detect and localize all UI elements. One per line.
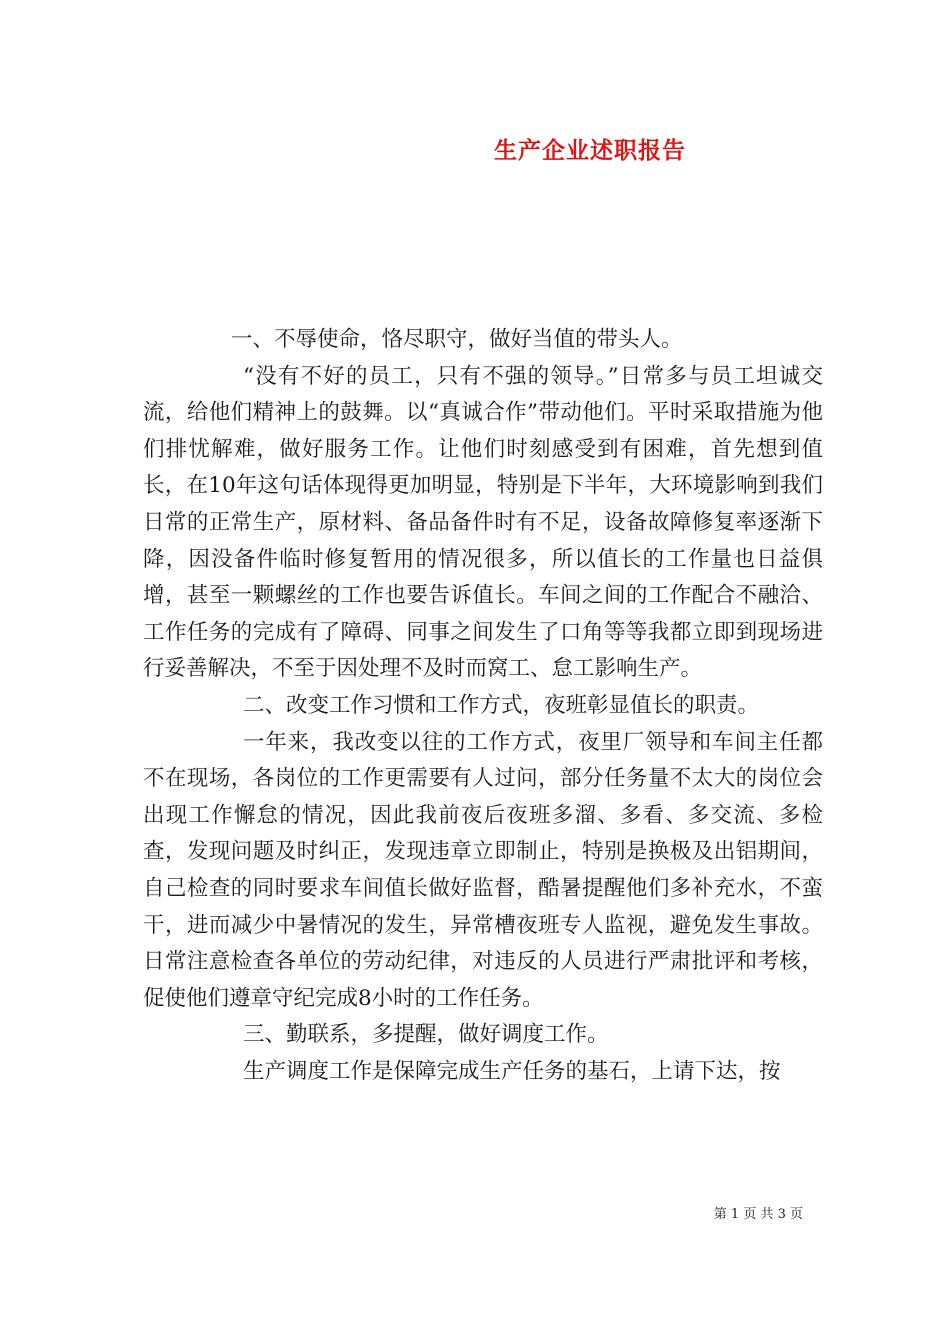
page-number-footer: 第 1 页 共 3 页 <box>713 1207 803 1222</box>
section-heading-1: 一、不辱使命，恪尽职守，做好当值的带头人。 <box>231 327 683 352</box>
document-body <box>143 322 823 1090</box>
section-body-3: 生产调度工作是保障完成生产任务的基石，上请下达，按 <box>243 1058 781 1084</box>
page-title: 生产企业述职报告 <box>494 137 686 164</box>
section-heading-3: 三、勤联系，多提醒，做好调度工作。 <box>243 1022 609 1048</box>
section-heading-2: 二、改变工作习惯和工作方式，夜班彰显值长的职责。 <box>243 692 760 718</box>
section-body-1: “没有不好的员工，只有不强的领导。”日常多与员工坦诚交流，给他们精神上的鼓舞。以“真诚合作”带动他们。平时采取措施为他们排忧解难，做好服务工作。让他们时刻感受到有困难，首先想到值长，在10年这句话体现得更加明显，特别是下半年，大环境影响到我们日常的正常生产，原材料、备品备件时有不足，设备故障修复率逐渐下降，因没备件临时修复暂用的情况很多，所以值长的工作量也日益俱增，甚至一颗螺丝的工作也要告诉值长。车间之间的工作配合不融洽、工作任务的完成有了障碍、同事之间发生了口角等等我都立即到现场进行妥善解决，不至于因处理不及时而窝工、怠工影响生产。 <box>143 363 823 682</box>
section-body-2: 一年来，我改变以往的工作方式，夜里厂领导和车间主任都不在现场，各岗位的工作更需要有人过问，部分任务量不太大的岗位会出现工作懈怠的情况，因此我前夜后夜班多溜、多看、多交流、多检查，发现问题及时纠正，发现违章立即制止，特别是换极及出铝期间，自己检查的同时要求车间值长做好监督，酷暑提醒他们多补充水，不蛮干，进而减少中暑情况的发生，异常槽夜班专人监视，避免发生事故。日常注意检查各单位的劳动纪律，对违反的人员进行严肃批评和考核，促使他们遵章守纪完成8小时的工作任务。 <box>143 729 823 1011</box>
